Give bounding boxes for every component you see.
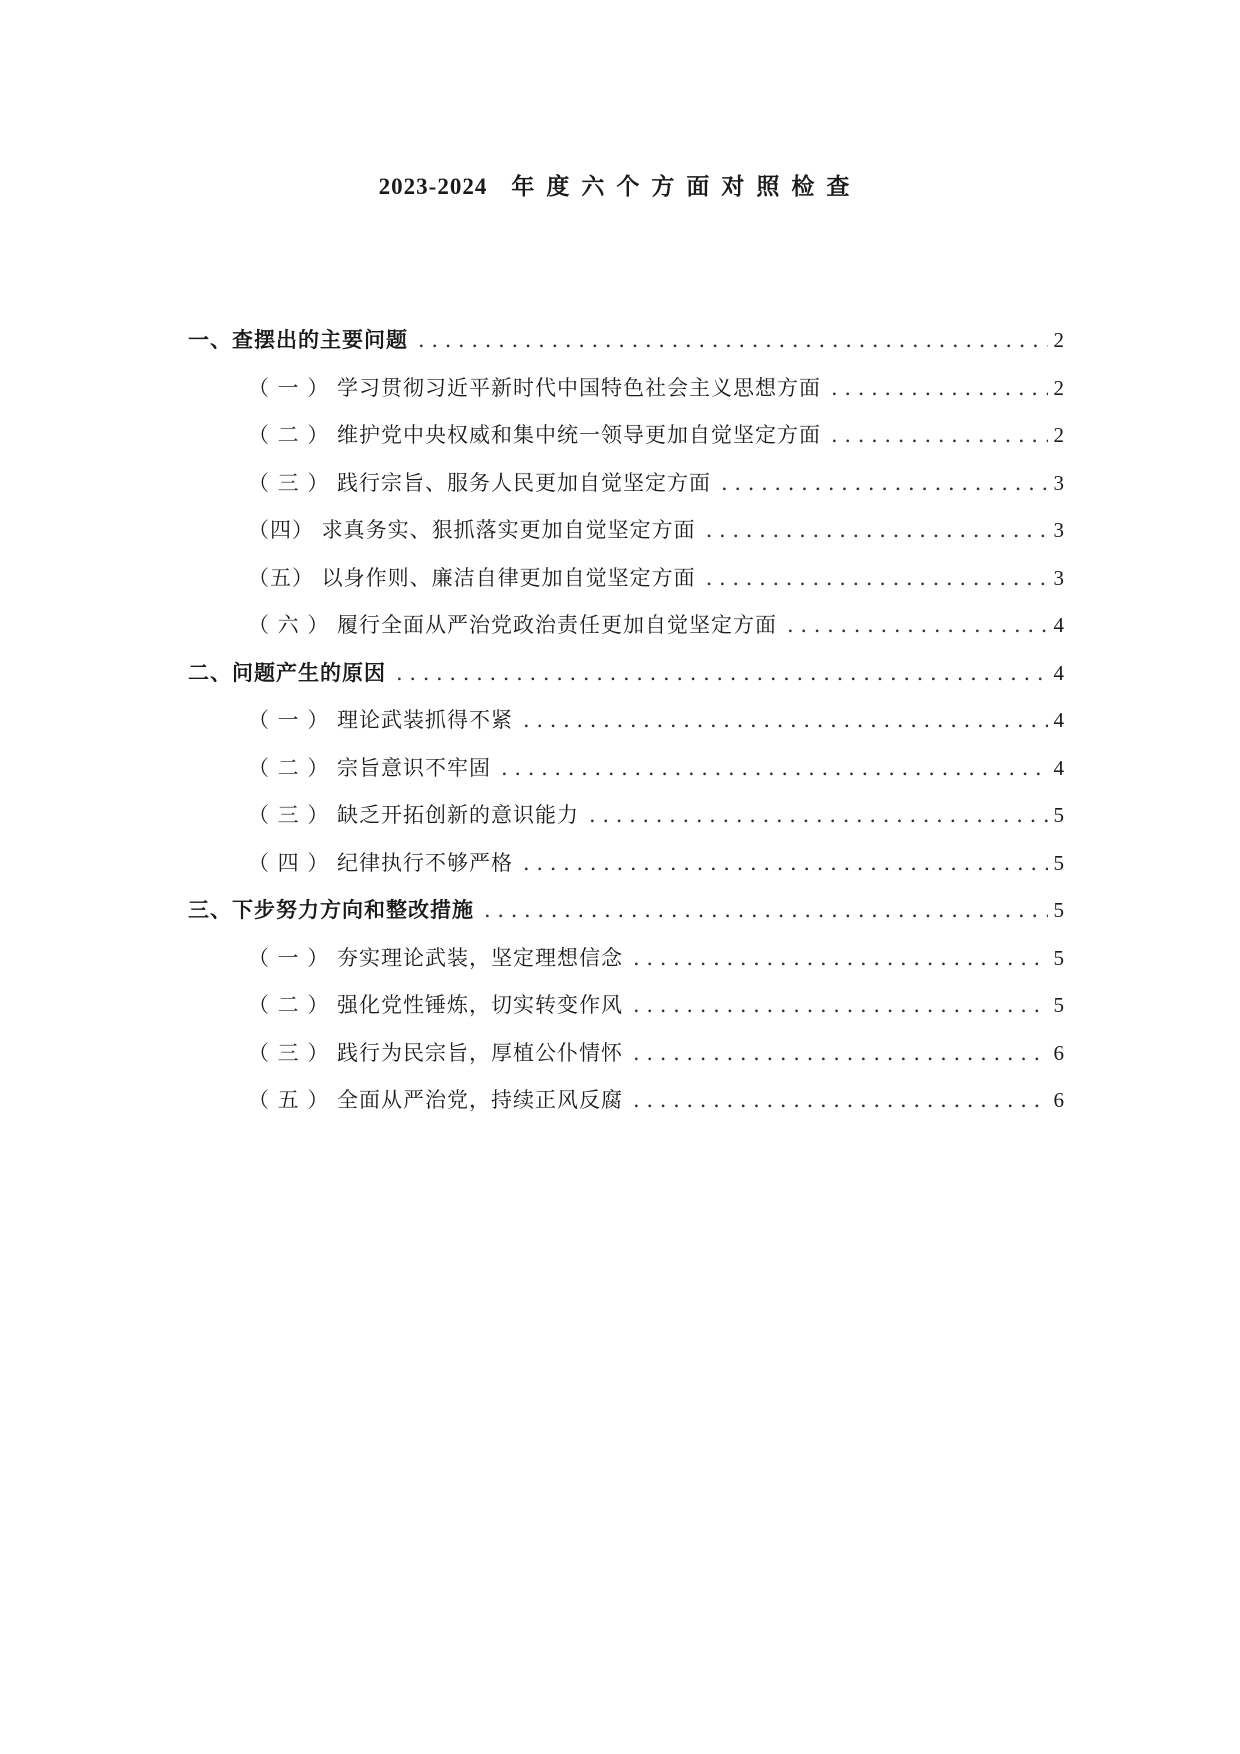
toc-entry-label: 三、下步努力方向和整改措施 — [188, 898, 474, 922]
toc-page-number: 6 — [1053, 1088, 1064, 1112]
toc-item[interactable] — [188, 704, 1064, 752]
toc-page-number: 5 — [1053, 993, 1064, 1017]
toc-page-number: 4 — [1053, 755, 1064, 780]
toc-heading-problems[interactable] — [188, 324, 1064, 372]
toc-item[interactable] — [188, 562, 1064, 610]
toc-leader-dots — [831, 376, 1048, 400]
toc-entry-label: （ 三 ） 缺乏开拓创新的意识能力 — [248, 803, 580, 827]
toc-leader-dots — [523, 708, 1048, 732]
toc-entry-label: （ 三 ） 践行为民宗旨，厚植公仆情怀 — [248, 1040, 624, 1065]
toc-page-number: 2 — [1053, 423, 1064, 447]
toc-entry-label: （ 六 ） 履行全面从严治党政治责任更加自觉坚定方面 — [248, 613, 778, 637]
toc-entry-label: 二、问题产生的原因 — [188, 660, 386, 685]
toc-page-number: 5 — [1053, 803, 1064, 827]
toc-page-number: 5 — [1053, 945, 1064, 970]
toc-entry-label: （ 四 ） 纪律执行不够严格 — [248, 850, 514, 875]
toc-leader-dots — [501, 756, 1048, 780]
toc-page-number: 2 — [1053, 375, 1064, 400]
toc-leader-dots — [633, 946, 1048, 970]
toc-item[interactable] — [188, 847, 1064, 895]
toc-page-number: 3 — [1053, 470, 1064, 495]
toc-leader-dots — [706, 518, 1048, 542]
toc-page-number: 3 — [1053, 565, 1064, 590]
toc-leader-dots — [706, 566, 1048, 590]
toc-entry-label: （ 二 ） 强化党性锤炼，切实转变作风 — [248, 993, 624, 1017]
document-title — [0, 168, 1240, 201]
title-text: 年度六个方面对照检查 — [511, 174, 862, 199]
toc-leader-dots — [396, 661, 1048, 685]
toc-item[interactable] — [188, 1037, 1064, 1085]
toc-page-number: 4 — [1053, 613, 1064, 637]
toc-page-number: 5 — [1053, 850, 1064, 875]
toc-item[interactable] — [188, 942, 1064, 990]
toc-page-number: 5 — [1053, 898, 1064, 922]
toc-entry-label: （ 一 ） 夯实理论武装，坚定理想信念 — [248, 945, 624, 970]
toc-entry-label: （四） 求真务实、狠抓落实更加自觉坚定方面 — [248, 518, 696, 542]
toc-entry-label: 一、查摆出的主要问题 — [188, 328, 408, 352]
toc-entry-label: （ 五 ） 全面从严治党，持续正风反腐 — [248, 1088, 624, 1112]
toc-entry-label: （ 一 ） 理论武装抓得不紧 — [248, 708, 514, 732]
toc-leader-dots — [633, 1088, 1048, 1112]
toc-leader-dots — [418, 328, 1048, 352]
toc-page-number: 3 — [1053, 518, 1064, 542]
toc-item[interactable] — [188, 467, 1064, 515]
toc-leader-dots — [484, 898, 1048, 922]
toc-entry-label: （五） 以身作则、廉洁自律更加自觉坚定方面 — [248, 565, 696, 590]
toc-page-number: 4 — [1053, 660, 1064, 685]
toc-entry-label: （ 二 ） 宗旨意识不牢固 — [248, 755, 492, 780]
toc-entry-label: （ 三 ） 践行宗旨、服务人民更加自觉坚定方面 — [248, 470, 712, 495]
toc-item[interactable] — [188, 1084, 1064, 1132]
toc-item[interactable] — [188, 609, 1064, 657]
toc-leader-dots — [589, 803, 1048, 827]
toc-item[interactable] — [188, 419, 1064, 467]
toc-page-number: 4 — [1053, 708, 1064, 732]
toc-heading-measures[interactable] — [188, 894, 1064, 942]
toc-page-number: 2 — [1053, 328, 1064, 352]
toc-leader-dots — [787, 613, 1048, 637]
toc-item[interactable] — [188, 372, 1064, 420]
toc-entry-label: （ 一 ） 学习贯彻习近平新时代中国特色社会主义思想方面 — [248, 375, 822, 400]
toc-entry-label: （ 二 ） 维护党中央权威和集中统一领导更加自觉坚定方面 — [248, 423, 822, 447]
toc-item[interactable] — [188, 989, 1064, 1037]
title-year: 2023-2024 — [378, 174, 488, 199]
toc-leader-dots — [633, 1041, 1048, 1065]
table-of-contents — [188, 324, 1064, 1132]
toc-leader-dots — [831, 423, 1048, 447]
toc-leader-dots — [721, 471, 1048, 495]
toc-item[interactable] — [188, 514, 1064, 562]
toc-leader-dots — [523, 851, 1048, 875]
toc-page-number: 6 — [1053, 1040, 1064, 1065]
toc-leader-dots — [633, 993, 1048, 1017]
toc-heading-causes[interactable] — [188, 657, 1064, 705]
toc-item[interactable] — [188, 752, 1064, 800]
toc-item[interactable] — [188, 799, 1064, 847]
